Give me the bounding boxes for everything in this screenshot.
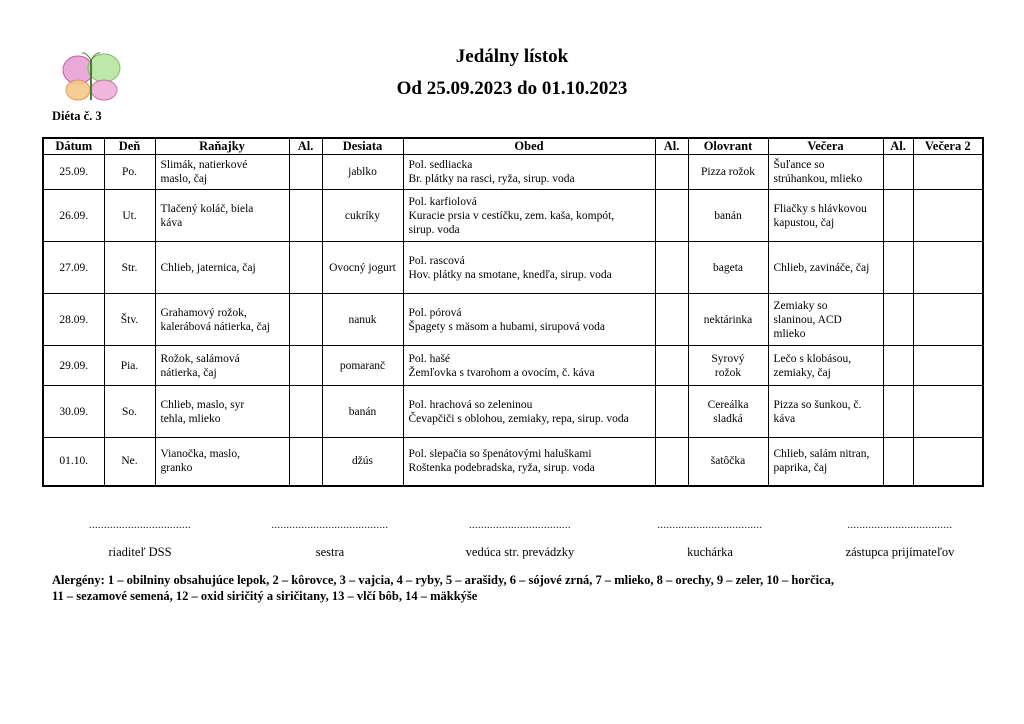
allergen-cell xyxy=(655,190,688,242)
allergen-cell xyxy=(289,242,322,294)
signature-line: .................................. xyxy=(469,520,571,531)
breakfast-cell: Rožok, salámová nátierka, čaj xyxy=(155,346,289,386)
afternoon-snack-cell: Pizza rožok xyxy=(688,155,768,190)
lunch-cell: Pol. slepačia so špenátovými haluškami Roštenka podebradska, ryža, sirup. voda xyxy=(403,438,655,486)
allergen-cell xyxy=(289,190,322,242)
lunch-cell: Pol. rascová Hov. plátky na smotane, knedľa, sirup. voda xyxy=(403,242,655,294)
allergen-cell xyxy=(883,190,913,242)
lunch-cell: Pol. karfiolová Kuracie prsia v cestíčku, zem. kaša, kompót, sirup. voda xyxy=(403,190,655,242)
afternoon-snack-cell: nektárinka xyxy=(688,294,768,346)
snack-cell: Ovocný jogurt xyxy=(322,242,403,294)
allergen-cell xyxy=(289,386,322,438)
col-header-lunch: Obed xyxy=(403,138,655,155)
breakfast-cell: Chlieb, maslo, syr tehla, mlieko xyxy=(155,386,289,438)
day-cell: Pia. xyxy=(104,346,155,386)
col-header-breakfast: Raňajky xyxy=(155,138,289,155)
col-header-date: Dátum xyxy=(43,138,104,155)
col-header-dinner: Večera xyxy=(768,138,883,155)
dinner-2-cell xyxy=(913,155,983,190)
dinner-2-cell xyxy=(913,294,983,346)
signature-label: vedúca str. prevádzky xyxy=(465,545,575,559)
afternoon-snack-cell: bageta xyxy=(688,242,768,294)
table-row xyxy=(43,346,983,386)
snack-cell: jablko xyxy=(322,155,403,190)
allergen-cell xyxy=(655,438,688,486)
dinner-cell: Chlieb, salám nitran, paprika, čaj xyxy=(768,438,883,486)
afternoon-snack-cell: Cereálka sladká xyxy=(688,386,768,438)
allergen-cell xyxy=(289,155,322,190)
allergen-cell xyxy=(883,438,913,486)
date-cell: 28.09. xyxy=(43,294,104,346)
allergen-cell xyxy=(289,346,322,386)
allergen-cell xyxy=(883,294,913,346)
signature-line: ....................................... xyxy=(271,520,389,531)
date-cell: 01.10. xyxy=(43,438,104,486)
col-header-allergens: Al. xyxy=(655,138,688,155)
dinner-cell: Lečo s klobásou, zemiaky, čaj xyxy=(768,346,883,386)
dinner-2-cell xyxy=(913,346,983,386)
allergen-cell xyxy=(655,294,688,346)
date-cell: 30.09. xyxy=(43,386,104,438)
table-header-row xyxy=(43,138,983,155)
signature-block xyxy=(430,520,610,560)
date-cell: 29.09. xyxy=(43,346,104,386)
snack-cell: cukríky xyxy=(322,190,403,242)
signature-block xyxy=(620,520,800,560)
dinner-2-cell xyxy=(913,438,983,486)
lunch-cell: Pol. hašé Žemľovka s tvarohom a ovocím, č. káva xyxy=(403,346,655,386)
page-title: Jedálny lístok xyxy=(455,46,569,67)
col-header-snack: Desiata xyxy=(322,138,403,155)
dinner-2-cell xyxy=(913,386,983,438)
allergen-cell xyxy=(289,438,322,486)
day-cell: Ne. xyxy=(104,438,155,486)
signature-line: ................................... xyxy=(657,520,763,531)
allergen-cell xyxy=(883,386,913,438)
signature-section xyxy=(45,520,995,560)
table-row xyxy=(43,155,983,190)
allergen-cell xyxy=(655,242,688,294)
table-row xyxy=(43,242,983,294)
col-header-dinner-2: Večera 2 xyxy=(913,138,983,155)
allergen-cell xyxy=(883,155,913,190)
day-cell: So. xyxy=(104,386,155,438)
dinner-cell: Pizza so šunkou, č. káva xyxy=(768,386,883,438)
dinner-cell: Fliačky s hlávkovou kapustou, čaj xyxy=(768,190,883,242)
table-row xyxy=(43,386,983,438)
breakfast-cell: Vianočka, maslo, granko xyxy=(155,438,289,486)
breakfast-cell: Chlieb, jaternica, čaj xyxy=(155,242,289,294)
lunch-cell: Pol. hrachová so zeleninou Čevapčiči s oblohou, zemiaky, repa, sirup. voda xyxy=(403,386,655,438)
snack-cell: pomaranč xyxy=(322,346,403,386)
breakfast-cell: Slimák, natierkové maslo, čaj xyxy=(155,155,289,190)
signature-label: zástupca prijímateľov xyxy=(845,545,955,559)
allergen-line-1: Alergény: 1 – obilniny obsahujúce lepok, 2 – kôrovce, 3 – vajcia, 4 – ryby, 5 – arašidy, 6 – sójové zrná, 7 – mlieko, 8 – orechy, 9 – zeler, 10 – horčica, xyxy=(52,573,835,587)
signature-label: riaditeľ DSS xyxy=(108,545,172,559)
breakfast-cell: Grahamový rožok, kalerábová nátierka, čaj xyxy=(155,294,289,346)
lunch-cell: Pol. sedliacka Br. plátky na rasci, ryža, sirup. voda xyxy=(403,155,655,190)
snack-cell: nanuk xyxy=(322,294,403,346)
dinner-cell: Šuľance so strúhankou, mlieko xyxy=(768,155,883,190)
snack-cell: banán xyxy=(322,386,403,438)
col-header-allergens: Al. xyxy=(289,138,322,155)
breakfast-cell: Tlačený koláč, biela káva xyxy=(155,190,289,242)
day-cell: Ut. xyxy=(104,190,155,242)
allergen-legend xyxy=(52,572,952,604)
allergen-cell xyxy=(655,155,688,190)
lunch-cell: Pol. pórová Špagety s mäsom a hubami, sirupová voda xyxy=(403,294,655,346)
signature-label: sestra xyxy=(315,545,345,559)
allergen-cell xyxy=(655,386,688,438)
date-range: Od 25.09.2023 do 01.10.2023 xyxy=(396,78,628,99)
afternoon-snack-cell: banán xyxy=(688,190,768,242)
day-cell: Str. xyxy=(104,242,155,294)
date-cell: 25.09. xyxy=(43,155,104,190)
table-row xyxy=(43,294,983,346)
dinner-2-cell xyxy=(913,190,983,242)
signature-block xyxy=(240,520,420,560)
date-cell: 26.09. xyxy=(43,190,104,242)
col-header-afternoon-snack: Olovrant xyxy=(688,138,768,155)
allergen-cell xyxy=(289,294,322,346)
allergen-cell xyxy=(883,242,913,294)
menu-table xyxy=(42,137,984,487)
signature-block xyxy=(810,520,990,560)
dinner-cell: Chlieb, zavináče, čaj xyxy=(768,242,883,294)
allergen-cell xyxy=(883,346,913,386)
table-row xyxy=(43,190,983,242)
signature-line: ................................... xyxy=(847,520,953,531)
dinner-cell: Zemiaky so slaninou, ACD mlieko xyxy=(768,294,883,346)
col-header-allergens: Al. xyxy=(883,138,913,155)
diet-label: Diéta č. 3 xyxy=(52,109,102,123)
afternoon-snack-cell: Syrový rožok xyxy=(688,346,768,386)
allergen-cell xyxy=(655,346,688,386)
signature-label: kuchárka xyxy=(687,545,733,559)
signature-block xyxy=(50,520,230,560)
day-cell: Po. xyxy=(104,155,155,190)
dinner-2-cell xyxy=(913,242,983,294)
snack-cell: džús xyxy=(322,438,403,486)
table-row xyxy=(43,438,983,486)
col-header-day: Deň xyxy=(104,138,155,155)
allergen-line-2: 11 – sezamové semená, 12 – oxid siričitý a siričitany, 13 – vlčí bôb, 14 – mäkkýše xyxy=(52,589,478,603)
signature-line: .................................. xyxy=(89,520,191,531)
afternoon-snack-cell: šatôčka xyxy=(688,438,768,486)
day-cell: Štv. xyxy=(104,294,155,346)
date-cell: 27.09. xyxy=(43,242,104,294)
